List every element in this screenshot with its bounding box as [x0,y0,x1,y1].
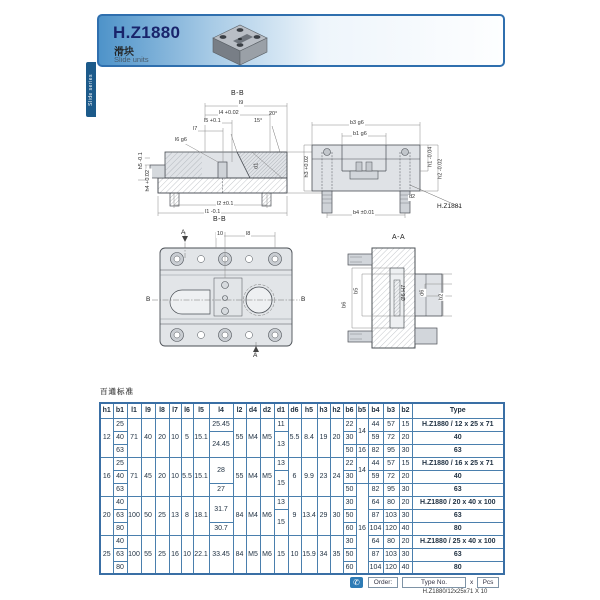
bb-title-bottom: B-B [213,216,227,223]
spec-col-header: Type [412,403,504,418]
dim-10: 10 [217,231,224,237]
table-cell: 60 [343,561,356,574]
spec-table-head [100,403,504,418]
order-label-box: Order: [368,577,398,588]
table-cell: 120 [383,561,399,574]
table-cell: 19 [317,418,330,457]
table-cell: 44 [368,457,383,470]
table-cell: 16 [100,457,113,496]
spec-col-header: l9 [141,403,155,418]
spec-col-header: l7 [169,403,181,418]
table-cell: 59 [368,431,383,444]
table-cell: 84 [233,496,246,535]
table-cell: 25.45 [209,418,233,431]
table-cell: 30 [343,431,356,444]
dim-b5: b5 [353,287,360,294]
table-cell: 8.4 [301,418,317,457]
table-cell: 20 [100,496,113,535]
table-cell: 63 [113,483,127,496]
table-cell: 12 [100,418,113,457]
table-cell: 25 [113,418,127,431]
table-cell: 72 [383,431,399,444]
table-cell: 15.1 [193,418,209,457]
spec-col-header: b4 [368,403,383,418]
dim-h2: h2 -0.02 [437,158,444,179]
table-cell: 15.9 [301,535,317,574]
table-row [100,457,504,470]
table-cell: 14 [356,418,368,444]
table-cell: 18.1 [193,496,209,535]
table-cell: 8 [181,496,193,535]
table-cell: 50 [343,509,356,522]
table-cell: 40 [113,470,127,483]
table-cell: 40 [399,522,412,535]
spec-col-header: b1 [113,403,127,418]
table-cell: M6 [260,535,274,574]
table-cell: 45 [141,457,155,496]
table-cell: 23 [317,457,330,496]
dim-l1: l1 -0.1 [205,209,221,215]
dim-angle15: 15° [254,118,263,124]
table-cell: 13 [169,496,181,535]
spec-table [99,402,505,575]
table-cell: 80 [412,522,504,535]
table-cell: 29 [317,496,330,535]
page-title: H.Z1880 [113,23,181,42]
table-cell: 25 [100,535,113,574]
table-cell: 15 [274,535,288,574]
table-cell: M4 [246,457,260,496]
table-cell: 10 [288,535,301,574]
table-cell: 30 [343,496,356,509]
order-example: H.Z1880/12x25x71 X 10 [422,589,488,595]
table-cell: 60 [343,522,356,535]
times-label: x [470,579,474,586]
table-cell: 87 [368,509,383,522]
spec-col-header: l4 [209,403,233,418]
table-cell: 63 [412,444,504,457]
product-photo [199,17,281,67]
table-cell: 13 [274,496,288,509]
table-cell: 24.45 [209,431,233,457]
table-cell: 50 [141,496,155,535]
table-cell: M4 [246,496,260,535]
dim-l2: l2 ±0.1 [217,201,234,207]
dim-b2: b2 [438,293,445,300]
table-cell: 5 [181,418,193,457]
product-name-en: Slide units [114,55,149,64]
table-cell: 28 [209,457,233,483]
table-cell: 10 [181,535,193,574]
dim-bore: Ø6 H7 [401,284,408,301]
table-cell: 6 [288,457,301,496]
table-cell: 44 [368,418,383,431]
table-cell: M4 [246,418,260,457]
dim-l5: l5 +0.1 [204,118,221,124]
table-cell: 55 [141,535,155,574]
dim-b3: b3 g6 [350,120,364,126]
table-cell: 57 [383,418,399,431]
dim-d2: d2 [409,194,416,200]
table-cell: M5 [260,457,274,496]
table-cell: 64 [368,535,383,548]
table-cell: 30 [399,483,412,496]
table-cell: 80 [383,535,399,548]
table-cell: 57 [383,457,399,470]
table-cell: 20 [155,418,169,457]
table-cell: 15 [274,509,288,535]
spec-col-header: l6 [181,403,193,418]
table-cell: M5 [246,535,260,574]
table-cell: 30 [330,496,343,535]
table-cell: 71 [127,418,141,457]
series-side-tab [86,62,96,117]
table-cell: 40 [113,431,127,444]
spec-col-header: b5 [356,403,368,418]
table-cell: 72 [383,470,399,483]
section-a-top-label: A [181,229,186,236]
spec-col-header: d1 [274,403,288,418]
table-cell: 22 [343,418,356,431]
dim-h1: h1 -0.04 [427,146,434,167]
table-cell: 63 [412,509,504,522]
table-cell: 5.5 [181,457,193,496]
plan-view-drawing [152,228,302,360]
spec-table-body [100,418,504,574]
table-cell: 63 [412,483,504,496]
product-name-cn: 滑块 [114,47,134,58]
table-cell: 55 [233,418,246,457]
table-cell: 103 [383,509,399,522]
table-cell: 40 [113,535,127,548]
dim-l4: l4 +0.02 [219,110,239,116]
table-cell: 15 [274,470,288,496]
table-cell: 24 [330,457,343,496]
spec-col-header: b3 [383,403,399,418]
table-cell: 55 [233,457,246,496]
dim-l9: l9 [239,100,244,106]
dim-h3-front: h3 +0.02 [304,155,311,178]
table-cell: 13 [274,431,288,457]
table-cell: 25 [113,457,127,470]
table-cell: 63 [412,548,504,561]
type-no-box: Type No. [402,577,466,588]
dim-b6: b6 [341,301,348,308]
dim-l6: l6 g6 [175,137,187,143]
table-cell: 30 [399,509,412,522]
dim-h5: h5 -0.1 [137,152,144,170]
spec-col-header: d2 [260,403,274,418]
table-cell: 100 [127,496,141,535]
section-b-right-label: B [301,296,306,303]
table-cell: 27 [209,483,233,496]
spec-col-header: h2 [330,403,343,418]
dim-angle20: 20° [269,111,278,117]
spec-col-header: h3 [317,403,330,418]
table-cell: 5.5 [288,418,301,457]
table-cell: 95 [383,483,399,496]
aa-title: A-A [392,234,406,241]
table-cell: M6 [260,496,274,535]
series-side-tab-label: Slide series [88,73,94,106]
dim-h4: h4 +0.02 [145,169,152,192]
spec-col-header: l2 [233,403,246,418]
bb-title-top: B-B [231,90,245,97]
table-cell: 30 [399,444,412,457]
spec-col-header: d6 [288,403,301,418]
table-cell: 35 [330,535,343,574]
header-banner [97,14,505,67]
table-cell: 25 [155,535,169,574]
table-cell: 50 [343,444,356,457]
dim-d1: d1 [253,162,260,169]
table-cell: 30.7 [209,522,233,535]
table-cell: 20 [330,418,343,457]
table-cell: 95 [383,444,399,457]
table-cell: 9 [288,496,301,535]
table-row [100,418,504,431]
table-cell: M5 [260,418,274,457]
table-cell: 104 [368,522,383,535]
table-cell: 104 [368,561,383,574]
table-cell: 80 [412,561,504,574]
spec-col-header: b6 [343,403,356,418]
table-cell: 63 [113,444,127,457]
table-row [100,496,504,509]
table-cell: 25 [155,496,169,535]
spec-col-header: l1 [127,403,141,418]
table-cell: 16 [169,535,181,574]
spec-col-header: h5 [301,403,317,418]
table-cell: 40 [113,496,127,509]
table-cell: 40 [141,418,155,457]
table-cell: 20 [399,470,412,483]
table-cell: 15 [399,457,412,470]
table-cell: 103 [383,548,399,561]
table-cell: 30 [343,470,356,483]
aa-section-drawing [342,232,477,360]
spec-col-header: b2 [399,403,412,418]
table-cell: 13 [274,457,288,470]
hz1881-callout: H.Z1881 [437,203,462,210]
table-cell: 64 [368,496,383,509]
table-cell: 9.9 [301,457,317,496]
spec-col-header: l8 [155,403,169,418]
table-cell: 80 [113,522,127,535]
table-cell: 20 [399,535,412,548]
table-cell: H.Z1880 / 16 x 25 x 71 [412,457,504,470]
phone-icon: ✆ [350,577,363,588]
table-cell: 59 [368,470,383,483]
table-cell: 50 [343,483,356,496]
table-cell: 10 [169,457,181,496]
table-cell: 71 [127,457,141,496]
order-row [350,577,506,589]
table-cell: 16 [356,483,368,574]
table-cell: H.Z1880 / 12 x 25 x 71 [412,418,504,431]
table-cell: 31.7 [209,496,233,522]
table-cell: 15.1 [193,457,209,496]
table-cell: 82 [368,444,383,457]
table-cell: H.Z1880 / 25 x 40 x 100 [412,535,504,548]
table-row [100,535,504,548]
spec-col-header: d4 [246,403,260,418]
table-cell: 40 [412,470,504,483]
table-cell: 40 [412,431,504,444]
table-cell: 22 [343,457,356,470]
table-cell: 80 [113,561,127,574]
pcs-box: Pcs [477,577,499,588]
table-cell: 30 [343,535,356,548]
table-cell: 33.45 [209,535,233,574]
table-cell: 20 [399,431,412,444]
table-cell: 22.1 [193,535,209,574]
table-cell: 120 [383,522,399,535]
dim-b1: b1 g6 [353,131,367,137]
table-cell: 63 [113,509,127,522]
standard-section-label: 百通标准 [100,387,134,396]
table-cell: 84 [233,535,246,574]
table-cell: 87 [368,548,383,561]
spec-col-header: h1 [100,403,113,418]
table-cell: 15 [399,418,412,431]
dim-d6: d6 [419,289,426,296]
table-cell: 34 [317,535,330,574]
table-cell: H.Z1880 / 20 x 40 x 100 [412,496,504,509]
dim-l7: l7 [193,126,198,132]
dim-b4: b4 ±0.01 [353,210,375,216]
table-cell: 40 [399,561,412,574]
table-cell: 16 [356,444,368,457]
table-cell: 100 [127,535,141,574]
table-cell: 63 [113,548,127,561]
spec-col-header: l5 [193,403,209,418]
table-cell: 20 [155,457,169,496]
table-cell: 13.4 [301,496,317,535]
table-cell: 82 [368,483,383,496]
table-cell: 50 [343,548,356,561]
dim-l8: l8 [246,231,251,237]
table-cell: 30 [399,548,412,561]
section-a-bottom-label: A [253,352,258,359]
table-cell: 14 [356,457,368,483]
table-cell: 10 [169,418,181,457]
table-cell: 11 [274,418,288,431]
table-cell: 80 [383,496,399,509]
table-cell: 20 [399,496,412,509]
section-b-left-label: B [146,296,151,303]
